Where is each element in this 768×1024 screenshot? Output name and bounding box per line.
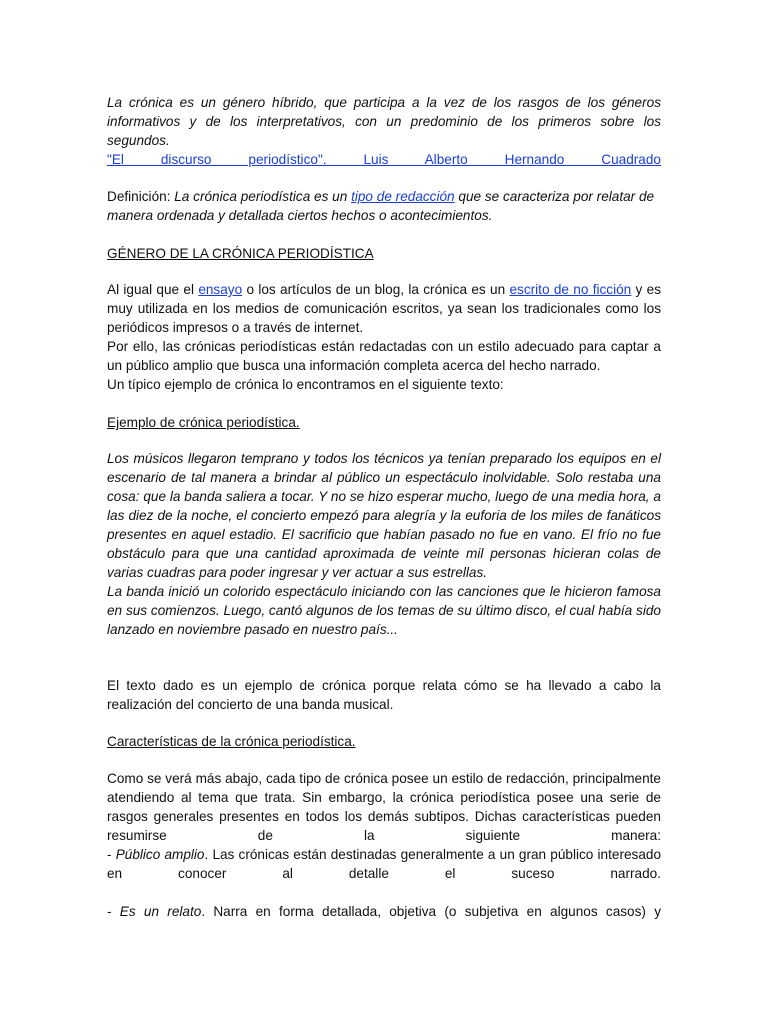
intro-quote [107,93,661,150]
genre-p1-text-a: Al igual que el [107,282,194,297]
characteristics-paragraph: Como se verá más abajo, cada tipo de crónica posee un estilo de redacción, principalmente atendiendo al tema que trata. Sin embargo, la crónica periodística posee una serie de rasgos generales presentes en todos los demás subtipos. Dichas características pueden resumirse de la siguiente manera: [107,771,661,843]
definition-paragraph [107,187,661,225]
definition-text-after: que se caracteriza por relatar de manera ordenada y detallada ciertos hechos o acontecimientos. [107,189,655,223]
source-link[interactable]: "El discurso periodístico". Luis Alberto Hernando Cuadrado [107,152,661,167]
item1-text: . Las crónicas están destinadas generalmente a un gran público interesado en conocer al detalle el suceso narrado. [107,847,662,881]
item2-prefix: - [107,904,120,919]
characteristics-heading: Características de la crónica periodística. [107,734,356,749]
genre-heading: GÉNERO DE LA CRÓNICA PERIODÍSTICA [107,246,374,261]
characteristic-item-publico [107,845,661,883]
definition-text-before: La crónica periodística es un [174,189,348,204]
escrito-no-ficcion-link[interactable]: escrito de no ficción [509,282,632,297]
definition-label: Definición: [107,189,171,204]
intro-source [107,150,661,169]
item2-text: . Narra en forma detallada, objetiva (o subjetiva en algunos casos) y [201,904,661,919]
genre-paragraph-1 [107,280,661,337]
item1-prefix: - [107,847,116,862]
example-paragraph-2: La banda inició un colorido espectáculo iniciando con las canciones que le hicieron famosa en sus comienzos. Luego, cantó algunos de los temas de su último disco, el cual había sido lanzado en noviembre pasado en nuestro país... [107,584,661,637]
example-paragraph-1: Los músicos llegaron temprano y todos los técnicos ya tenían preparado los equipos en el escenario de tal manera a brindar al público un espectáculo inolvidable. Solo restaba una cosa: que la banda saliera a tocar. Y no se hizo esperar mucho, luego de una media hora, a las diez de la noche, el concierto empezó para alegría y la euforia de los miles de fanáticos presentes en aquel estadio. El sacrificio que habían pasado no fue en vano. El frío no fue obstáculo para que una cantidad aproximada de veinte mil personas hicieran colas de varias cuadras para poder ingresar y ver actuar a sus estrellas. [107,451,661,580]
ensayo-link[interactable]: ensayo [198,282,243,297]
item2-label: Es un relato [119,904,202,919]
characteristic-item-relato [107,902,661,921]
intro-quote-text: La crónica es un género híbrido, que participa a la vez de los rasgos de los géneros informativos y de los interpretativos, con un predominio de los primeros sobre los segundos. [107,95,661,148]
example-explanation: El texto dado es un ejemplo de crónica porque relata cómo se ha llevado a cabo la realización del concierto de una banda musical. [107,678,661,712]
genre-paragraph-2: Por ello, las crónicas periodísticas están redactadas con un estilo adecuado para captar a un público amplio que busca una información completa acerca del hecho narrado. [107,339,661,373]
item1-label: Público amplio [115,847,205,862]
genre-p1-text-c: y es muy utilizada en los medios de comunicación escritos, ya sean los tradicionales como los periódicos impresos o a través de internet. [107,282,662,335]
tipo-de-redaccion-link[interactable]: tipo de redacción [351,189,455,204]
example-heading: Ejemplo de crónica periodística. [107,415,300,430]
genre-p1-text-b: o los artículos de un blog, la crónica es un [246,282,506,297]
genre-paragraph-3: Un típico ejemplo de crónica lo encontramos en el siguiente texto: [107,377,504,392]
